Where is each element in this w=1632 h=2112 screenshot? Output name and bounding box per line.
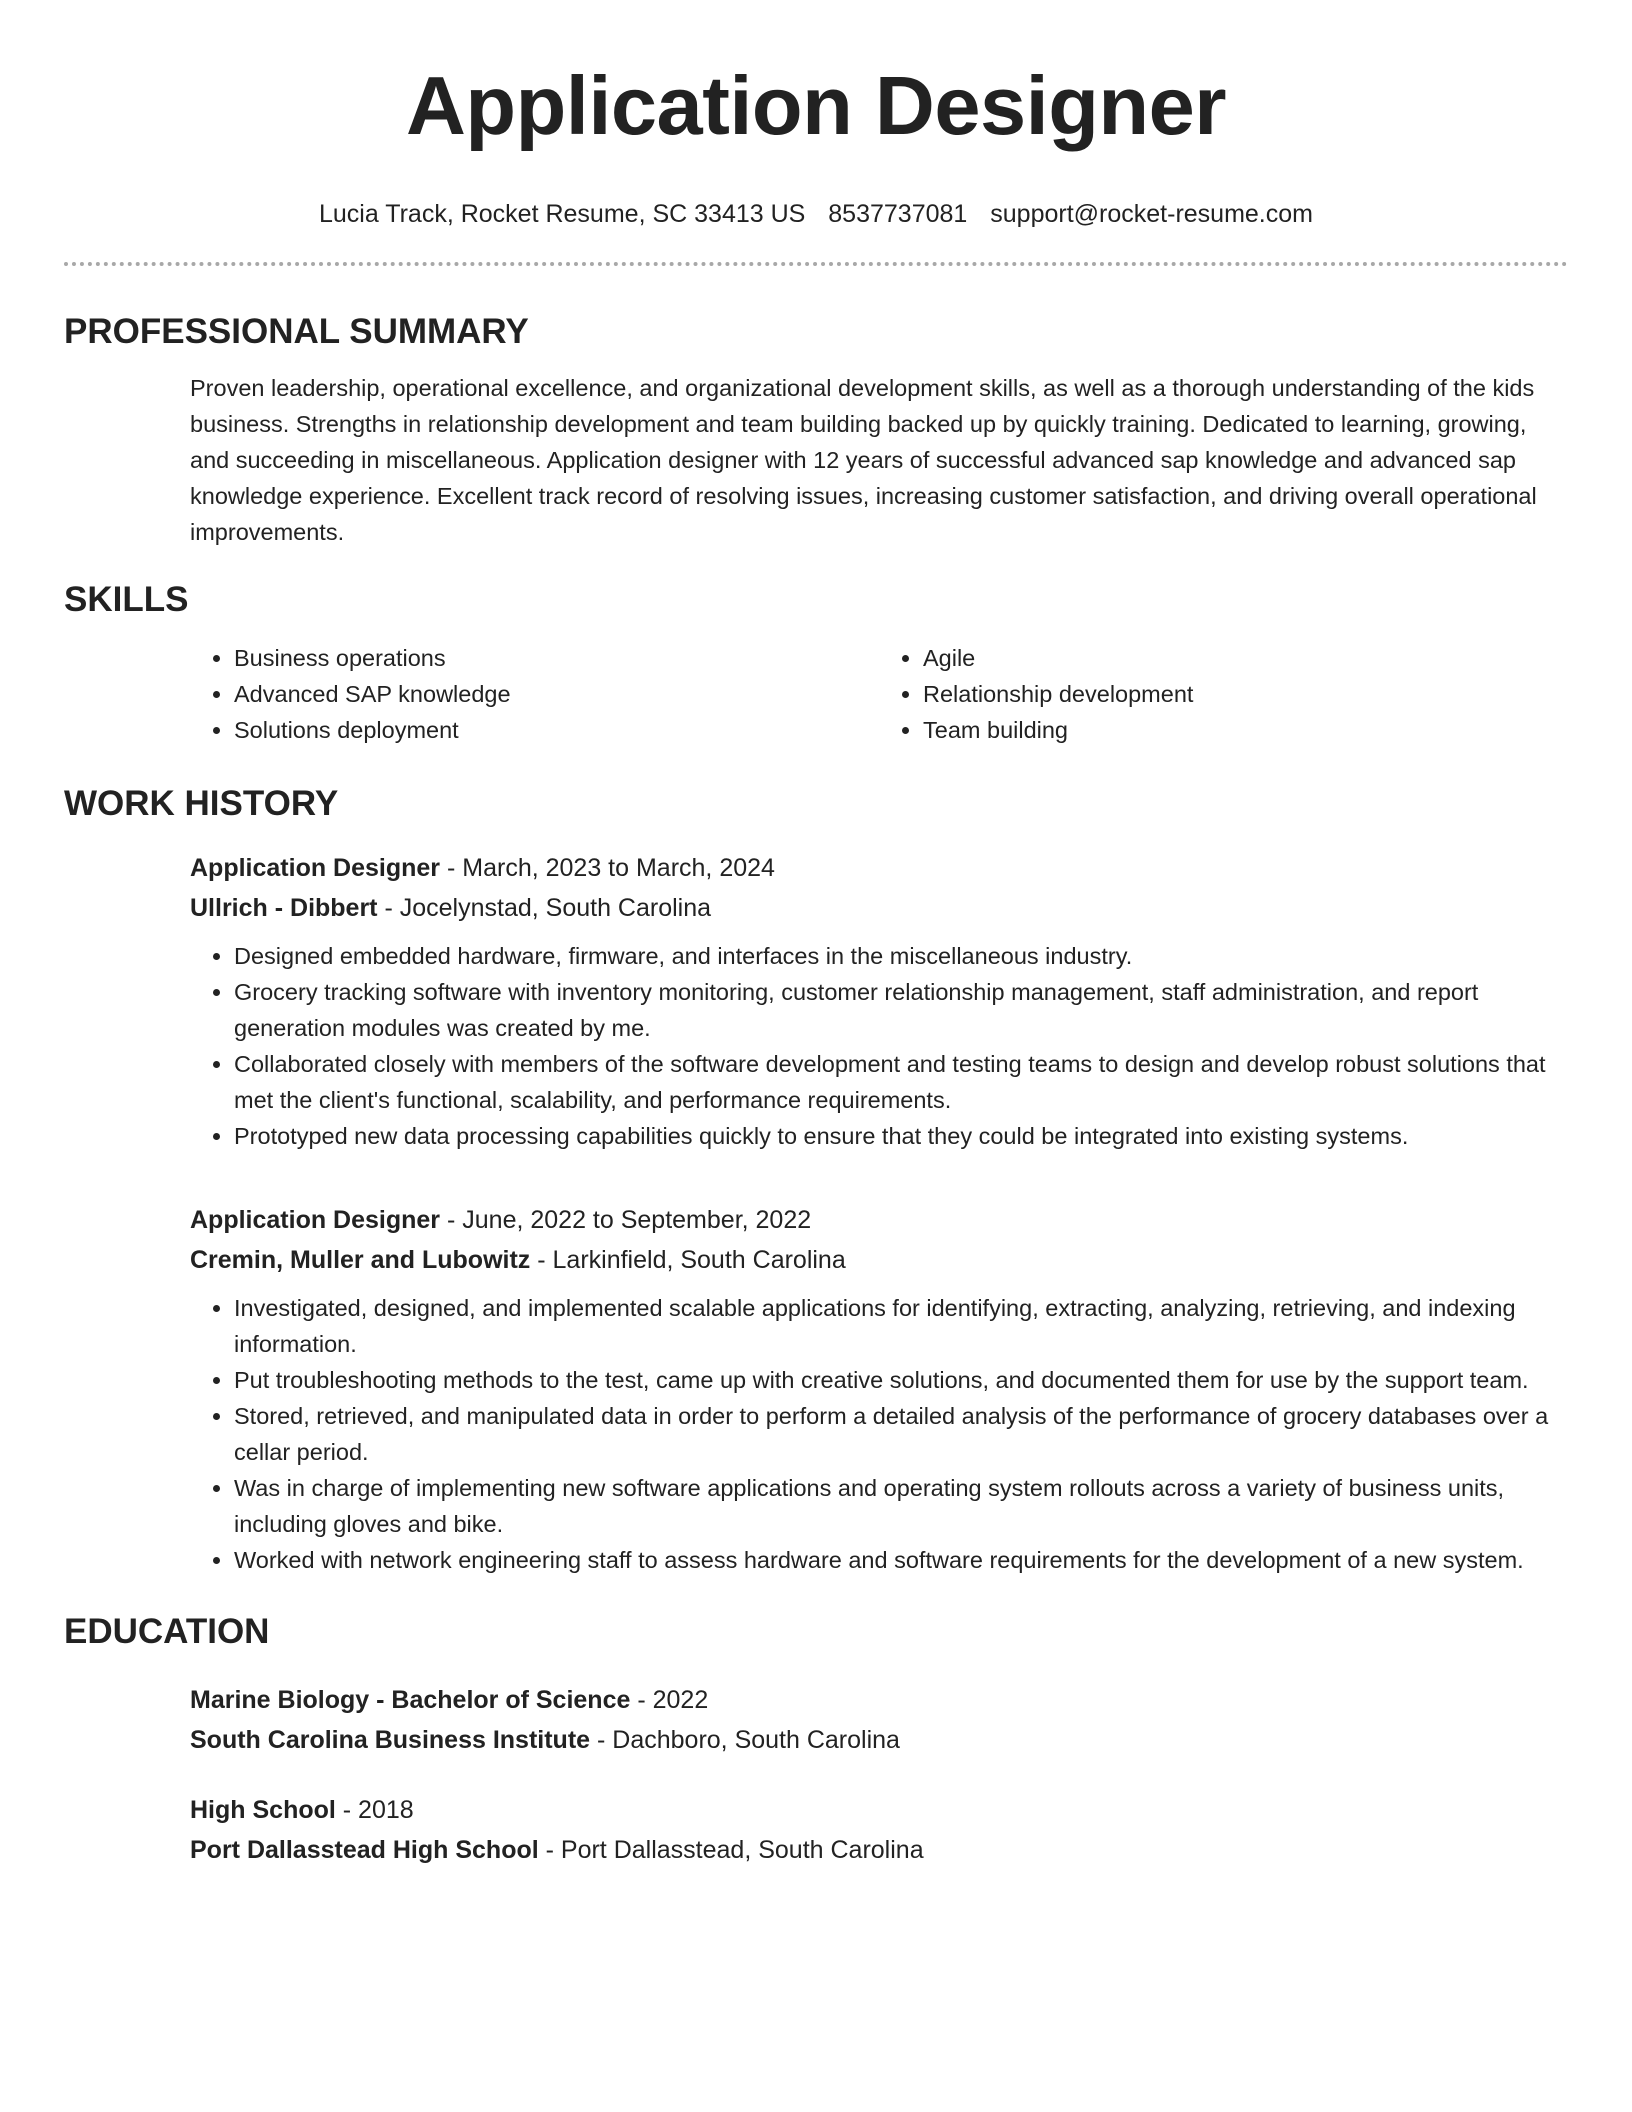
- job-bullet: • Prototyped new data processing capabilities quickly to ensure that they could be integrated into existing systems.: [234, 1118, 1568, 1154]
- job-company-line: [190, 1240, 1568, 1280]
- education-school: Port Dallasstead High School: [190, 1836, 539, 1864]
- skills-column-right: [879, 640, 1568, 748]
- job-bullets: [190, 938, 1568, 1154]
- job-dates: - March, 2023 to March, 2024: [440, 854, 775, 882]
- contact-email: support@rocket-resume.com: [990, 200, 1313, 228]
- education-entry: [190, 1790, 1568, 1870]
- job-role-line: [190, 848, 1568, 888]
- skill-item: • Relationship development: [923, 676, 1568, 712]
- education-school-line: [190, 1830, 1568, 1870]
- job-entry: [190, 848, 1568, 1154]
- job-role-line: [190, 1200, 1568, 1240]
- job-bullet: • Collaborated closely with members of the software development and testing teams to design and develop robust solutions that met the client's functional, scalability, and performance requirements.: [234, 1046, 1568, 1118]
- summary-heading: PROFESSIONAL SUMMARY: [64, 312, 529, 351]
- skill-item: • Agile: [923, 640, 1568, 676]
- education-entry: [190, 1680, 1568, 1760]
- education-heading: EDUCATION: [64, 1612, 270, 1651]
- job-role: Application Designer: [190, 854, 441, 882]
- education-location: - Dachboro, South Carolina: [590, 1726, 900, 1754]
- job-company-line: [190, 888, 1568, 928]
- job-bullet: • Grocery tracking software with inventory monitoring, customer relationship management, staff administration, and report generation modules was created by me.: [234, 974, 1568, 1046]
- contact-phone: 8537737081: [828, 200, 968, 228]
- education-location: - Port Dallasstead, South Carolina: [538, 1836, 924, 1864]
- education-school-line: [190, 1720, 1568, 1760]
- job-location: - Jocelynstad, South Carolina: [377, 894, 712, 922]
- job-role: Application Designer: [190, 1206, 441, 1234]
- contact-line: [64, 198, 1568, 230]
- job-bullet: • Put troubleshooting methods to the test, came up with creative solutions, and documented them for use by the support team.: [234, 1362, 1568, 1398]
- job-bullet: • Was in charge of implementing new software applications and operating system rollouts across a variety of business units, including gloves and bike.: [234, 1470, 1568, 1542]
- job-company: Cremin, Muller and Lubowitz: [190, 1246, 531, 1274]
- skill-item: • Team building: [923, 712, 1568, 748]
- education-year: - 2022: [630, 1686, 709, 1714]
- education-school: South Carolina Business Institute: [190, 1726, 591, 1754]
- job-company: Ullrich - Dibbert: [190, 894, 378, 922]
- education-degree: Marine Biology - Bachelor of Science: [190, 1686, 631, 1714]
- skill-item: • Business operations: [234, 640, 879, 676]
- job-bullet: • Worked with network engineering staff to assess hardware and software requirements for the development of a new system.: [234, 1542, 1568, 1578]
- skills-column-left: [190, 640, 879, 748]
- skill-item: • Solutions deployment: [234, 712, 879, 748]
- skill-item: • Advanced SAP knowledge: [234, 676, 879, 712]
- resume-title: Application Designer: [405, 59, 1227, 152]
- work-history-heading: WORK HISTORY: [64, 784, 339, 823]
- contact-address: Lucia Track, Rocket Resume, SC 33413 US: [319, 200, 806, 228]
- job-location: - Larkinfield, South Carolina: [530, 1246, 846, 1274]
- job-bullet: • Investigated, designed, and implemented scalable applications for identifying, extracting, analyzing, retrieving, and indexing information.: [234, 1290, 1568, 1362]
- job-bullets: [190, 1290, 1568, 1578]
- summary-text: Proven leadership, operational excellence, and organizational development skills, as well as a thorough understanding of the kids business. Strengths in relationship development and team building backed up by quickly training. Dedicated to learning, growing, and succeeding in miscellaneous. Application designer with 12 years of successful advanced sap knowledge and advanced sap knowledge experience. Excellent track record of resolving issues, increasing customer satisfaction, and driving overall operational improvements.: [190, 375, 1537, 545]
- job-entry: [190, 1200, 1568, 1578]
- skills-heading: SKILLS: [64, 580, 189, 619]
- job-bullet: • Designed embedded hardware, firmware, and interfaces in the miscellaneous industry.: [234, 938, 1568, 974]
- education-degree: High School: [190, 1796, 336, 1824]
- education-degree-line: [190, 1680, 1568, 1720]
- education-degree-line: [190, 1790, 1568, 1830]
- header-divider: [64, 262, 1568, 266]
- job-dates: - June, 2022 to September, 2022: [440, 1206, 812, 1234]
- skills-list: [190, 640, 1568, 748]
- job-bullet: • Stored, retrieved, and manipulated data in order to perform a detailed analysis of the performance of grocery databases over a cellar period.: [234, 1398, 1568, 1470]
- education-year: - 2018: [335, 1796, 414, 1824]
